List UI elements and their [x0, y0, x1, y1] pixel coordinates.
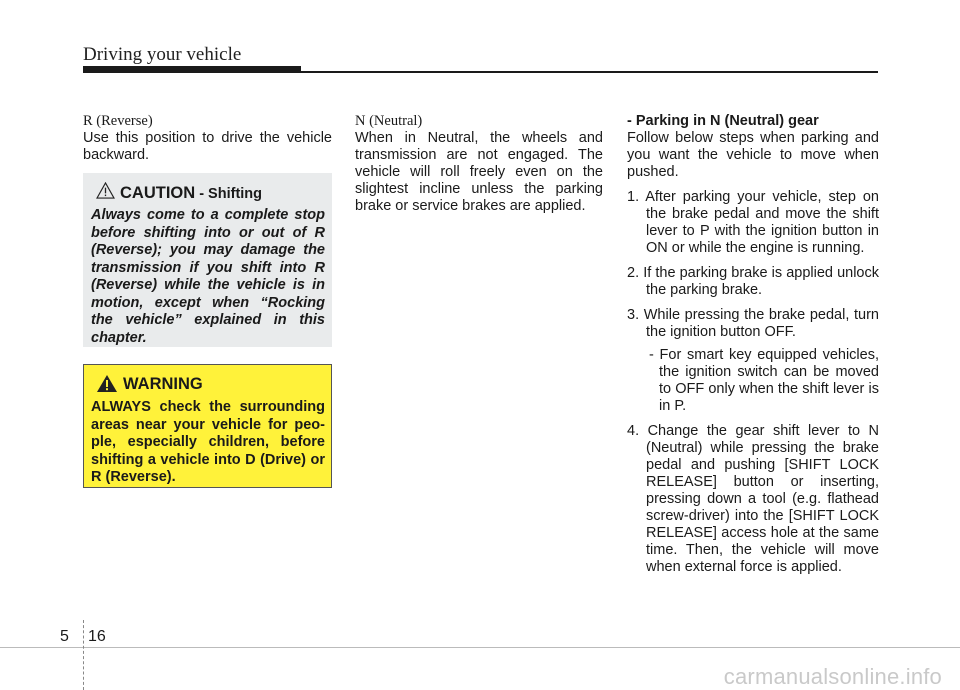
caution-box — [83, 173, 332, 347]
column-parking-neutral — [627, 113, 879, 576]
step-item: 4. Change the gear shift lever to N (Neutral) while pressing the brake pedal and pushing [SHIFT LOCK RELEASE] button or inserting, pressing down a tool (e.g. flathead screw-driver) into the [SHIFT LOCK RELEASE] access hole at the same time. Then, the vehicle will move when external force is applied. — [627, 423, 879, 575]
column-neutral — [355, 113, 603, 215]
neutral-heading: N (Neutral) — [355, 113, 423, 129]
step-item: 3. While pressing the brake pedal, turn the ignition button OFF. — [627, 307, 879, 340]
step-item: 1. After parking your vehicle, step on the brake pedal and move the shift lever to P with the ignition button in ON or while the engine is running. — [627, 189, 879, 256]
neutral-text: When in Neutral, the wheels and transmission are not engaged. The vehicle will roll freely even on the slightest incline unless the parking brake or service brakes are applied. — [355, 130, 603, 214]
parking-neutral-intro: Follow below steps when parking and you want the vehicle to move when pushed. — [627, 130, 879, 180]
caution-subtitle: - Shifting — [195, 186, 263, 202]
step-item: 2. If the parking brake is applied unlock the parking brake. — [627, 265, 879, 298]
warning-triangle-icon — [96, 374, 118, 393]
reverse-heading: R (Reverse) — [83, 113, 153, 129]
parking-steps-list — [627, 189, 879, 576]
caution-title — [120, 184, 262, 203]
parking-neutral-heading: - Parking in N (Neutral) gear — [627, 113, 819, 129]
caution-label: CAUTION — [120, 184, 196, 202]
footer-rule — [0, 647, 960, 648]
footer-divider — [83, 620, 84, 690]
column-reverse — [83, 113, 332, 164]
step-subitem: - For smart key equipped vehicles, the ignition switch can be moved to OFF only when the shift lever is in P. — [649, 347, 879, 414]
caution-text: Always come to a complete stop before shifting into or out of R (Reverse); you may damage the transmission if you shift into R (Reverse) while the vehicle is in motion, except when “Rocking the vehicle” explained in this chapter. — [91, 207, 325, 346]
warning-title: WARNING — [123, 375, 203, 393]
warning-text: ALWAYS check the surrounding areas near your vehicle for peo- ple, especially children, before shifting a vehicle into D (Drive) or R (Reverse). — [91, 399, 325, 485]
header-rule-thin — [83, 71, 878, 73]
chapter-number: 5 — [60, 628, 69, 645]
watermark: carmanualsonline.info — [723, 664, 942, 689]
caution-triangle-icon — [96, 182, 115, 199]
page-number: 16 — [88, 628, 106, 645]
reverse-text: Use this position to drive the vehicle backward. — [83, 130, 332, 163]
section-title: Driving your vehicle — [83, 44, 242, 65]
warning-box — [83, 364, 332, 488]
